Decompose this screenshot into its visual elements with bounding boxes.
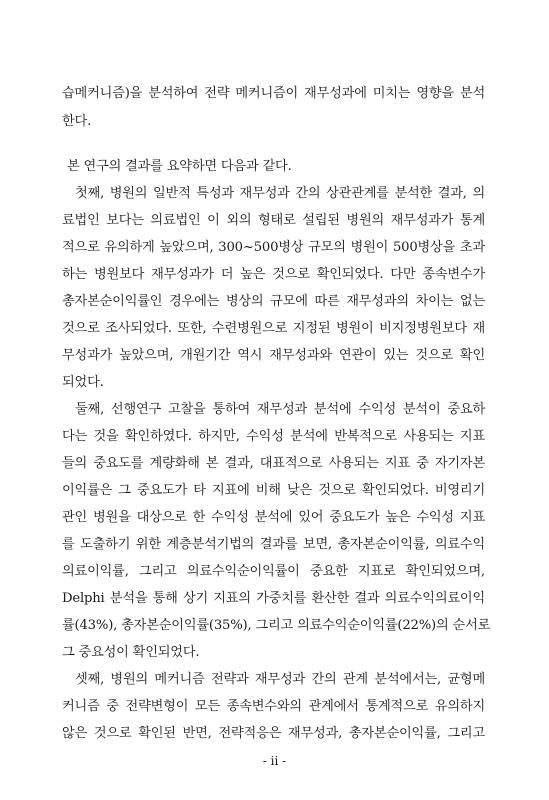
text-line: 이익률은 그 중요도가 타 지표에 비해 낮은 것으로 확인되었다. 비영리기 bbox=[62, 483, 485, 498]
text-line: 관인 병원을 대상으로 한 수익성 분석에 있어 중요도가 높은 수익성 지표 bbox=[62, 510, 485, 525]
text-line: 무성과가 높았으며, 개원기간 역시 재무성과와 연관이 있는 것으로 확인 bbox=[62, 348, 485, 363]
text-line: 총자본순이익률인 경우에는 병상의 규모에 따른 재무성과의 차이는 없는 bbox=[62, 294, 485, 309]
text-line: 들의 중요도를 계량화해 본 결과, 대표적으로 사용되는 지표 중 자기자본 bbox=[62, 456, 485, 471]
text-line: 본 연구의 결과를 요약하면 다음과 같다. bbox=[67, 159, 292, 174]
text-line: 료법인 보다는 의료법인 이 외의 형태로 설립된 병원의 재무성과가 통계 bbox=[62, 213, 485, 228]
text-line: 첫째, 병원의 일반적 특성과 재무성과 간의 상관관계를 분석한 결과, 의 bbox=[75, 186, 485, 201]
text-line: 셋째, 병원의 메커니즘 전략과 재무성과 간의 관계 분석에서는, 균형메 bbox=[75, 672, 485, 687]
text-line: 를 도출하기 위한 계층분석기법의 결과를 보면, 총자본순이익률, 의료수익 bbox=[62, 537, 485, 552]
text-line: 않은 것으로 확인된 반면, 전략적응은 재무성과, 총자본순이익률, 그리고 bbox=[62, 726, 485, 741]
text-line: 의료이익률, 그리고 의료수익순이익률이 중요한 지표로 확인되었으며, bbox=[62, 564, 485, 579]
text-line: 커니즘 중 전략변형이 모든 종속변수와의 관계에서 통계적으로 유의하지 bbox=[62, 699, 485, 714]
text-line: 률(43%), 총자본순이익률(35%), 그리고 의료수익순이익률(22%)의 순서로 bbox=[62, 618, 491, 633]
text-line: 적으로 유의하게 높았으며, 300~500병상 규모의 병원이 500병상을 초과 bbox=[62, 240, 485, 255]
text-line: 한다. bbox=[62, 114, 92, 129]
text-line: 습메커니즘)을 분석하여 전략 메커니즘이 재무성과에 미치는 영향을 분석 bbox=[62, 86, 485, 101]
text-line: 그 중요성이 확인되었다. bbox=[62, 645, 200, 660]
text-line: 것으로 조사되었다. 또한, 수련병원으로 지정된 병원이 비지정병원보다 재 bbox=[62, 321, 485, 336]
text-line: Delphi 분석을 통해 상기 지표의 가중치를 환산한 결과 의료수익의료이익 bbox=[62, 591, 485, 606]
text-line: 다는 것을 확인하였다. 하지만, 수익성 분석에 반복적으로 사용되는 지표 bbox=[62, 429, 485, 444]
text-line: 되었다. bbox=[62, 375, 104, 390]
text-line: 둘째, 선행연구 고찰을 통하여 재무성과 분석에 수익성 분석이 중요하 bbox=[75, 402, 485, 417]
text-line: 하는 병원보다 재무성과가 더 높은 것으로 확인되었다. 다만 종속변수가 bbox=[62, 267, 485, 282]
page-number: - ii - bbox=[262, 754, 287, 768]
